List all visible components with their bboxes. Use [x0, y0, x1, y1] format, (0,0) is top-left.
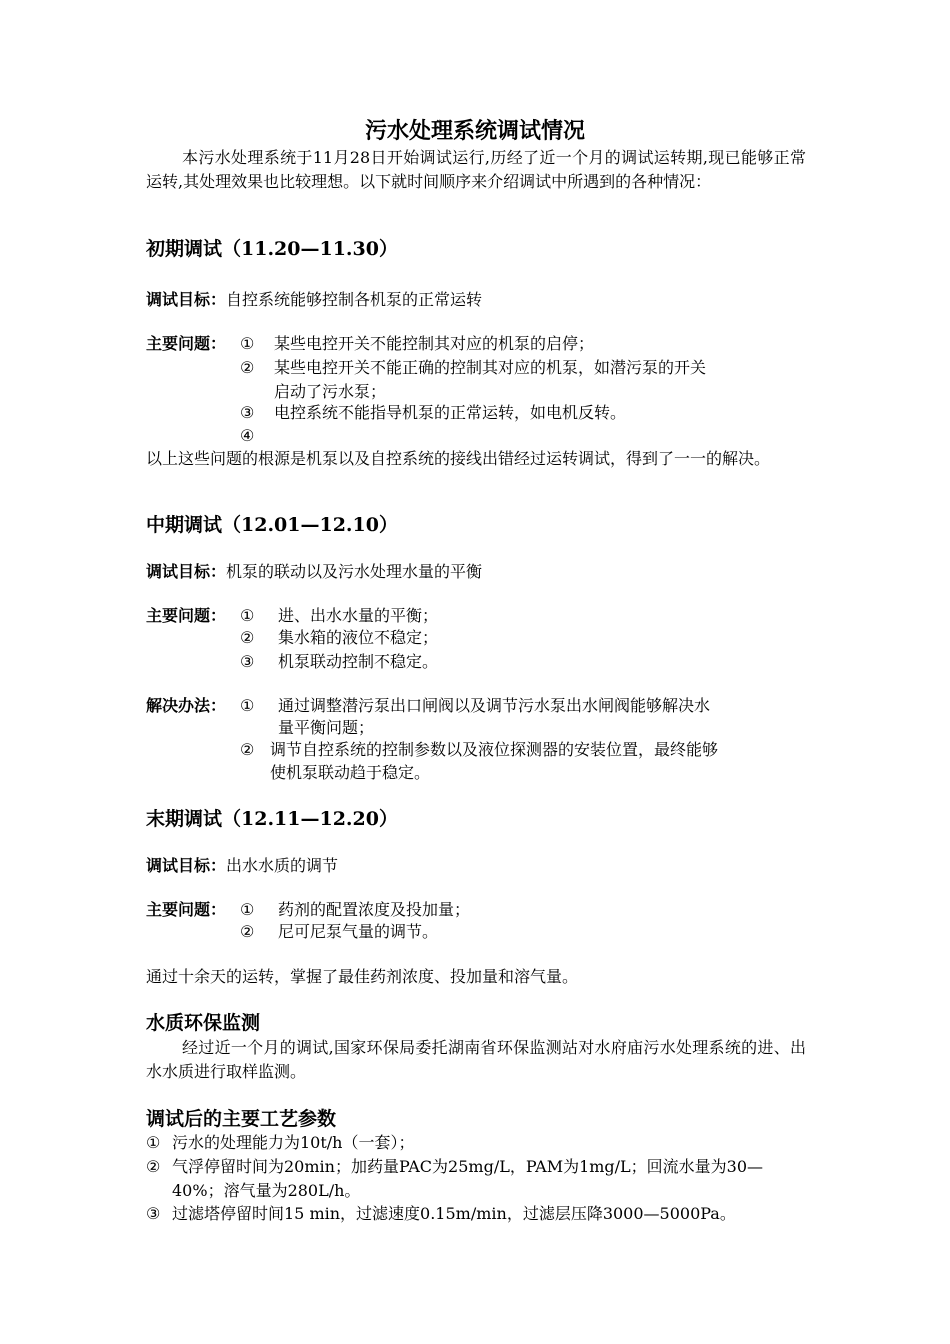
document-title: 污水处理系统调试情况 [364, 118, 585, 144]
list-text: 药剂的配置浓度及投加量； [278, 900, 471, 919]
mid-solutions-label [146, 694, 226, 718]
param-1-number: ① [146, 1133, 161, 1152]
goal-label: 调试目标： [146, 290, 227, 309]
monitor-heading: 水质环保监测 [146, 1012, 261, 1034]
goal-text: 自控系统能够控制各机泵的正常运转 [226, 290, 483, 309]
problems-label: 主要问题： [146, 900, 227, 919]
list-text: 电控系统不能指导机泵的正常运转，如电机反转。 [274, 403, 627, 422]
goal-text: 机泵的联动以及污水处理水量的平衡 [226, 562, 483, 581]
problems-label: 主要问题： [146, 334, 227, 353]
params-heading: 调试后的主要工艺参数 [146, 1108, 337, 1130]
list-number: ① [240, 334, 255, 353]
list-number: ① [240, 606, 255, 625]
list-number: ① [240, 900, 255, 919]
goal-text: 出水水质的调节 [226, 856, 339, 875]
param-2-number: ② [146, 1157, 161, 1176]
solutions-label: 解决办法： [146, 696, 227, 715]
param-3-text: 过滤塔停留时间15 min，过滤速度0.15m/min，过滤层压降3000—5000Pa。 [172, 1204, 736, 1223]
monitor-paragraph: 经过近一个月的调试,国家环保局委托湖南省环保监测站对水府庙污水处理系统的进、出水水质进行取样监测。 [146, 1038, 806, 1081]
problems-label: 主要问题： [146, 606, 227, 625]
list-number: ② [240, 358, 255, 377]
param-1-text: 污水的处理能力为10t/h（一套）； [172, 1133, 415, 1152]
intro-paragraph: 本污水处理系统于11月28日开始调试运行,历经了近一个月的调试运转期,现已能够正常运转,其处理效果也比较理想。以下就时间顺序来介绍调试中所遇到的各种情况： [146, 148, 806, 191]
list-number: ② [240, 628, 255, 647]
late-problems-label [146, 898, 226, 922]
goal-label: 调试目标： [146, 562, 227, 581]
list-number: ② [240, 922, 255, 941]
list-text: 量平衡问题； [278, 718, 375, 737]
list-text: 机泵联动控制不稳定。 [278, 652, 439, 671]
list-number: ④ [240, 426, 255, 445]
early-heading: 初期调试（11.20—11.30） [146, 238, 398, 260]
mid-goal [146, 560, 482, 584]
param-2-text: 气浮停留时间为20min；加药量PAC为25mg/L，PAM为1mg/L；回流水量为30—40%；溶气量为280L/h。 [172, 1157, 764, 1200]
list-number: ③ [240, 652, 255, 671]
list-text: 进、出水水量的平衡； [278, 606, 439, 625]
list-text: 使机泵联动趋于稳定。 [270, 763, 431, 782]
early-goal [146, 288, 482, 312]
list-number: ① [240, 696, 255, 715]
list-text: 调节自控系统的控制参数以及液位探测器的安装位置，最终能够 [270, 740, 719, 759]
list-number: ③ [240, 403, 255, 422]
list-text: 集水箱的液位不稳定； [278, 628, 439, 647]
list-text: 启动了污水泵； [274, 382, 387, 401]
mid-problems-label [146, 604, 226, 628]
goal-label: 调试目标： [146, 856, 227, 875]
list-text: 某些电控开关不能正确的控制其对应的机泵，如潜污泵的开关 [274, 358, 707, 377]
late-heading: 末期调试（12.11—12.20） [146, 808, 398, 830]
late-summary: 通过十余天的运转，掌握了最佳药剂浓度、投加量和溶气量。 [146, 967, 579, 986]
list-text: 通过调整潜污泵出口闸阀以及调节污水泵出水闸阀能够解决水 [278, 696, 711, 715]
early-problems-label [146, 332, 226, 356]
late-goal [146, 854, 338, 878]
early-summary: 以上这些问题的根源是机泵以及自控系统的接线出错经过运转调试，得到了一一的解决。 [146, 449, 771, 468]
list-text: 尼可尼泵气量的调节。 [278, 922, 439, 941]
list-text: 某些电控开关不能控制其对应的机泵的启停； [274, 334, 595, 353]
param-3-number: ③ [146, 1204, 161, 1223]
list-number: ② [240, 740, 255, 759]
mid-heading: 中期调试（12.01—12.10） [146, 514, 398, 536]
